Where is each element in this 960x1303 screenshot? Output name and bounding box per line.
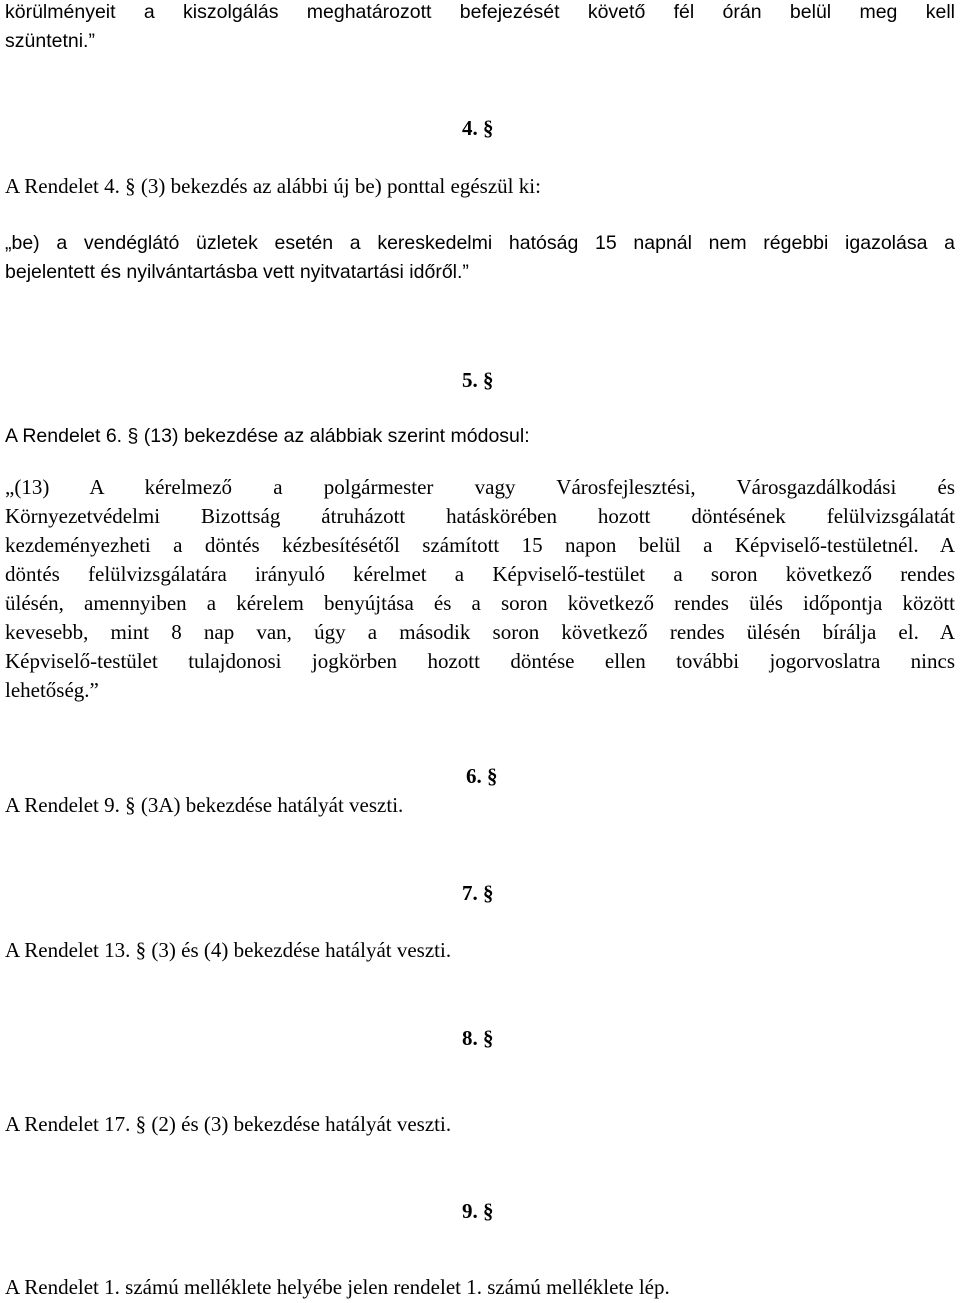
section-intro: A Rendelet 9. § (3A) bekezdése hatályát veszti. (5, 793, 404, 817)
quote-line: kezdeményezheti a döntés kézbesítésétől számított 15 napon belül a Képviselő-testületnél. A (5, 533, 955, 557)
section-heading: 7. § (462, 881, 494, 905)
section-heading: 4. § (462, 116, 494, 140)
quote-line: Környezetvédelmi Bizottság átruházott hatáskörében hozott döntésének felülvizsgálatát (5, 504, 955, 528)
top-paragraph-line: szüntetni.” (5, 30, 95, 52)
section-intro: A Rendelet 13. § (3) és (4) bekezdése hatályát veszti. (5, 938, 452, 962)
section-intro: A Rendelet 1. számú melléklete helyébe jelen rendelet 1. számú melléklete lép. (5, 1275, 670, 1299)
top-paragraph-line: körülményeit a kiszolgálás meghatározott befejezését követő fél órán belül meg kell (5, 1, 955, 23)
quote-line: Képviselő-testület tulajdonosi jogkörben hozott döntése ellen további jogorvoslatra nincs (5, 649, 955, 673)
quote-line: lehetőség.” (5, 678, 99, 702)
section-heading: 5. § (462, 368, 494, 392)
quote-line: „be) a vendéglátó üzletek esetén a kereskedelmi hatóság 15 napnál nem régebbi igazolása a (5, 232, 955, 254)
section-heading: 9. § (462, 1199, 494, 1223)
quote-line: „(13) A kérelmező a polgármester vagy Városfejlesztési, Városgazdálkodási és (5, 475, 955, 499)
quote-line: döntés felülvizsgálatára irányuló kérelmet a Képviselő-testület a soron következő rendes (5, 562, 955, 586)
quote-line: kevesebb, mint 8 nap van, úgy a második soron következő rendes ülésén bírálja el. A (5, 620, 955, 644)
section-heading: 6. § (466, 764, 498, 788)
quote-line: ülésén, amennyiben a kérelem benyújtása és a soron következő rendes ülés időpontja között (5, 591, 955, 615)
quote-line: bejelentett és nyilvántartásba vett nyitvatartási időről.” (5, 261, 469, 283)
section-intro: A Rendelet 17. § (2) és (3) bekezdése hatályát veszti. (5, 1112, 452, 1136)
section-heading: 8. § (462, 1026, 494, 1050)
section-intro: A Rendelet 4. § (3) bekezdés az alábbi új be) ponttal egészül ki: (5, 174, 541, 198)
section-intro: A Rendelet 6. § (13) bekezdése az alábbiak szerint módosul: (5, 425, 530, 447)
